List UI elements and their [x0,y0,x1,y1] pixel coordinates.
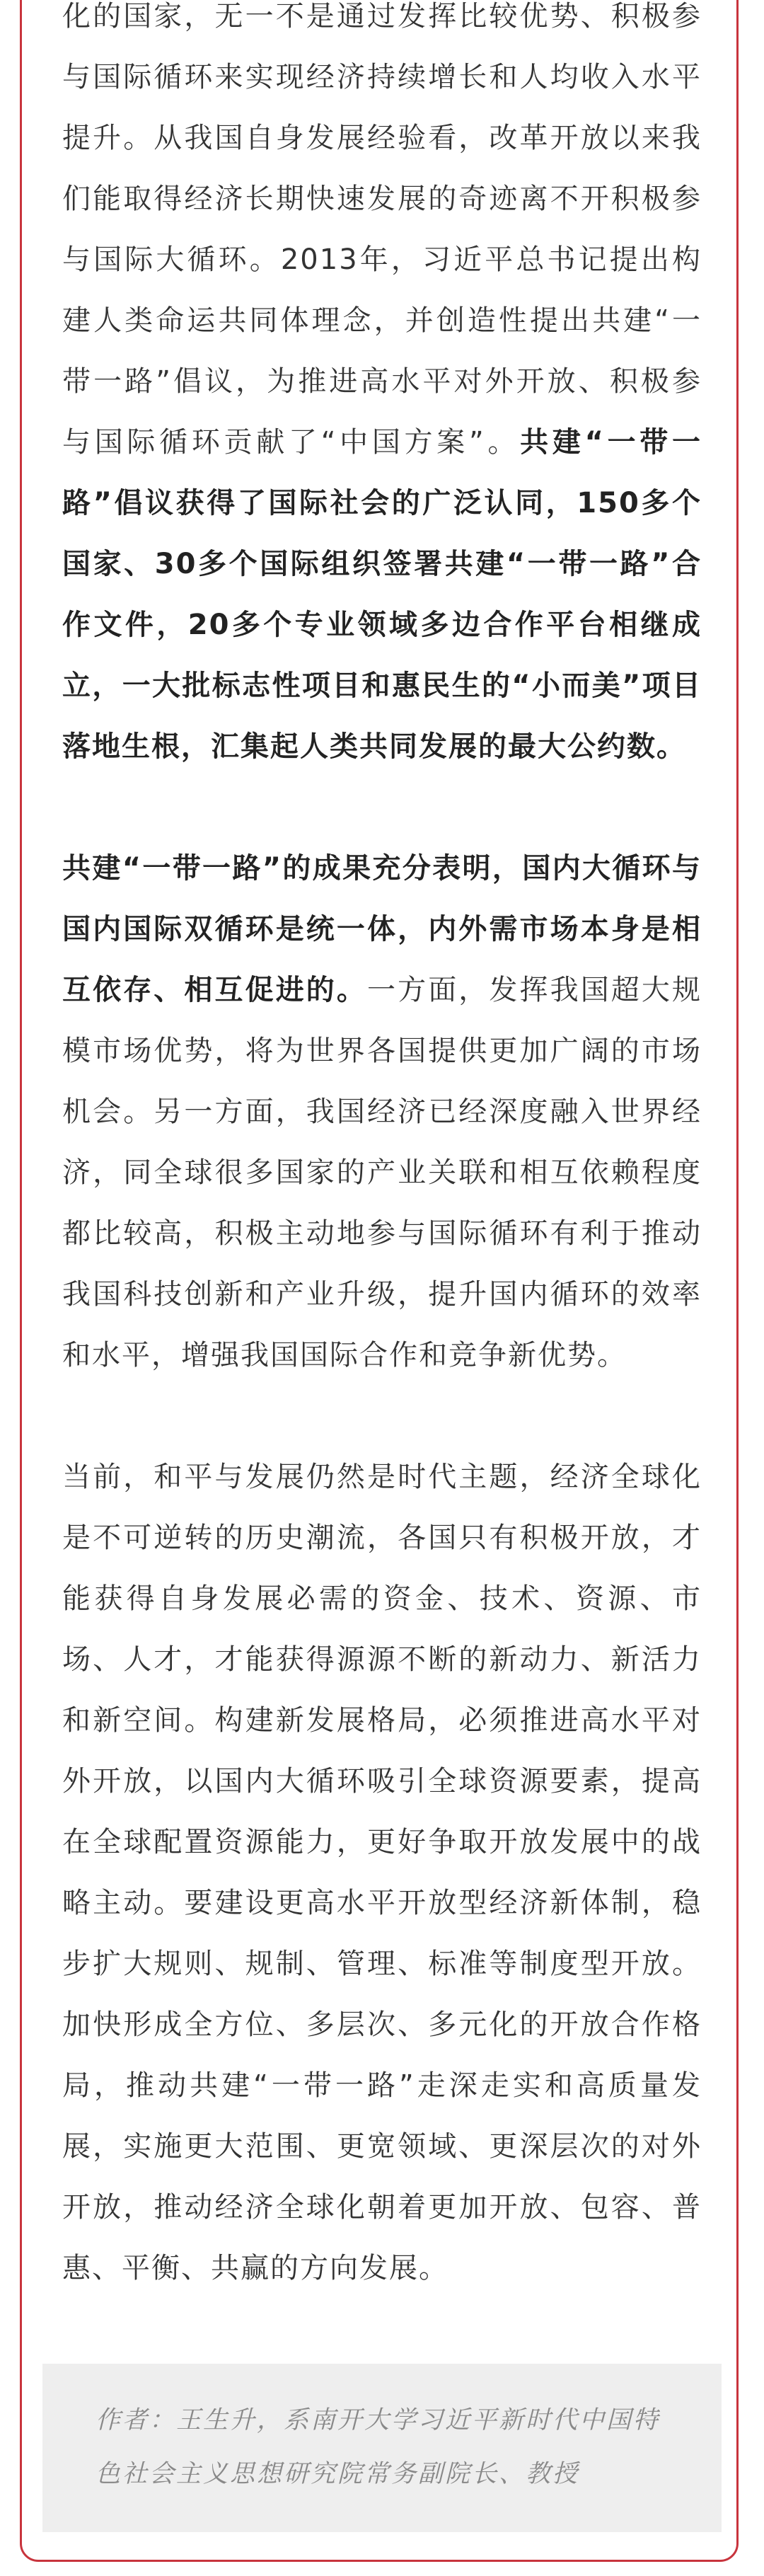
author-info-text: 作者：王生升，系南开大学习近平新时代中国特色社会主义思想研究院常务副院长、教授 [96,2406,661,2488]
paragraph-2-bold-text: 共建“一带一路”的成果充分表明，国内大循环与国内国际双循环是统一体，内外需市场本身是相互依存、相互促进的。 [62,852,702,1006]
paragraph-1-normal-text: 化的国家，无一不是通过发挥比较优势、积极参与国际循环来实现经济持续增长和人均收入水平提升。从我国自身发展经验看，改革开放以来我们能取得经济长期快速发展的奇迹离不开积极参与国际大循环。2013年，习近平总书记提出构建人类命运共同体理念，并创造性提出共建“一带一路”倡议，为推进高水平对外开放、积极参与国际循环贡献了“中国方案”。 [62,0,702,459]
article-paragraph-3 [62,1447,702,2299]
paragraph-3-normal-text: 当前，和平与发展仍然是时代主题，经济全球化是不可逆转的历史潮流，各国只有积极开放，才能获得自身发展必需的资金、技术、资源、市场、人才，才能获得源源不断的新动力、新活力和新空间。构建新发展格局，必须推进高水平对外开放，以国内大循环吸引全球资源要素，提高在全球配置资源能力，更好争取开放发展中的战略主动。要建设更高水平开放型经济新体制，稳步扩大规则、规制、管理、标准等制度型开放。加快形成全方位、多层次、多元化的开放合作格局，推动共建“一带一路”走深走实和高质量发展，实施更大范围、更宽领域、更深层次的对外开放，推动经济全球化朝着更加开放、包容、普惠、平衡、共赢的方向发展。 [62,1461,702,2284]
article-paragraph-2 [62,838,702,1386]
paragraph-2-normal-text: 一方面，发挥我国超大规模市场优势，将为世界各国提供更加广阔的市场机会。另一方面，我国经济已经深度融入世界经济，同全球很多国家的产业关联和相互依赖程度都比较高，积极主动地参与国际循环有利于推动我国科技创新和产业升级，提升国内循环的效率和水平，增强我国国际合作和竞争新优势。 [62,974,702,1372]
paragraph-1-bold-text: 共建“一带一路”倡议获得了国际社会的广泛认同，150多个国家、30多个国际组织签署共建“一带一路”合作文件，20多个专业领域多边合作平台相继成立，一大批标志性项目和惠民生的“小而美”项目落地生根，汇集起人类共同发展的最大公约数。 [62,426,702,763]
article-paragraph-1 [62,0,702,777]
article-body [62,0,702,2299]
author-info-box [42,2364,722,2532]
